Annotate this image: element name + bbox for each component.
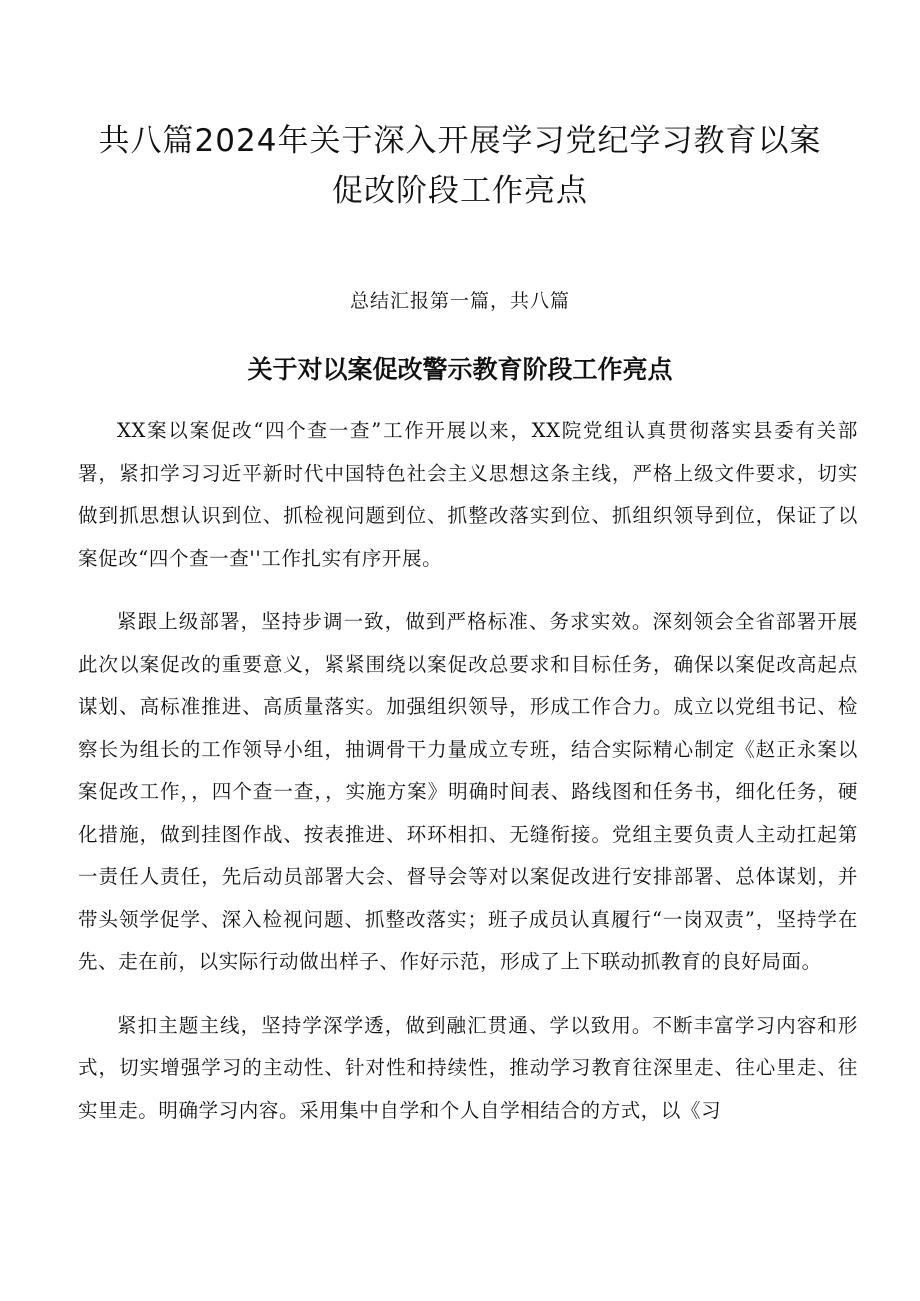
paragraph: 紧扣主题主线，坚持学深学透，做到融汇贯通、学以致用。不断丰富学习内容和形式，切实增强学习的主动性、针对性和持续性，推动学习教育往深里走、往心里走、往实里走。明确学习内容。采用集中自学和个人自学相结合的方式，以《习 bbox=[78, 1013, 858, 1122]
document-subtitle: 总结汇报第一篇，共八篇 bbox=[349, 290, 570, 312]
paragraph: XX案以案促改“四个查一查”工作开展以来，XX院党组认真贯彻落实县委有关部署，紧扣学习习近平新时代中国特色社会主义思想这条主线，严格上级文件要求，切实做到抓思想认识到位、抓检视问题到位、抓整改落实到位、抓组织领导到位，保证了以案促改“四个查一查''工作扎实有序开展。 bbox=[78, 419, 858, 570]
document-title-line-2: 促改阶段工作亮点 bbox=[332, 173, 588, 209]
document-title-line-1: 共八篇2024年关于深入开展学习党纪学习教育以案 bbox=[98, 123, 822, 159]
document-title bbox=[60, 116, 860, 216]
document-body bbox=[78, 410, 858, 1153]
paragraph: 紧跟上级部署，坚持步调一致，做到严格标准、务求实效。深刻领会全省部署开展此次以案促改的重要意义，紧紧围绕以案促改总要求和目标任务，确保以案促改高起点谋划、高标准推进、高质量落实。加强组织领导，形成工作合力。成立以党组书记、检察长为组长的工作领导小组，抽调骨干力量成立专班，结合实际精心制定《赵正永案以案促改工作，，四个查一查，，实施方案》明确时间表、路线图和任务书，细化任务，硬化措施，做到挂图作战、按表推进、环环相扣、无缝衔接。党组主要负责人主动扛起第一责任人责任，先后动员部署大会、督导会等对以案促改进行安排部署、总体谋划，并带头领学促学、深入检视问题、抓整改落实；班子成员认真履行“一岗双责”，坚持学在先、走在前，以实际行动做出样子、作好示范，形成了上下联动抓教育的良好局面。 bbox=[78, 610, 858, 973]
section-title: 关于对以案促改警示教育阶段工作亮点 bbox=[247, 355, 673, 384]
